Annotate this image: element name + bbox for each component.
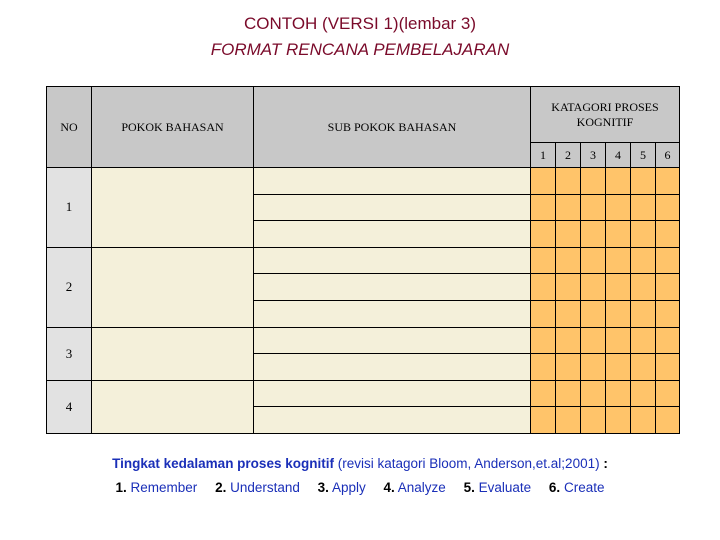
level-2-cell	[556, 327, 581, 354]
level-3-cell	[581, 300, 606, 327]
sub-pokok-bahasan-cell	[254, 327, 531, 354]
level-1-cell	[531, 407, 556, 434]
header-kategori: KATAGORI PROSES KOGNITIF	[531, 87, 680, 143]
page-title: CONTOH (VERSI 1)(lembar 3)	[243, 14, 477, 33]
sub-pokok-bahasan-cell	[254, 380, 531, 407]
level-1-cell	[531, 247, 556, 274]
level-4-cell	[606, 327, 631, 354]
pokok-bahasan-cell	[92, 168, 254, 248]
level-2-cell	[556, 354, 581, 381]
sub-pokok-bahasan-cell	[254, 274, 531, 301]
level-6-name: Create	[563, 480, 605, 495]
level-1-cell	[531, 168, 556, 195]
level-5-cell	[631, 327, 656, 354]
level-1-cell	[531, 380, 556, 407]
table-row	[47, 168, 680, 195]
level-1-cell	[531, 300, 556, 327]
level-5-cell	[631, 194, 656, 221]
row-number: 1	[47, 168, 92, 248]
sub-pokok-bahasan-cell	[254, 194, 531, 221]
level-6-cell	[656, 168, 680, 195]
level-1-name: Remember	[130, 480, 198, 495]
header-level-1: 1	[531, 143, 556, 168]
sub-pokok-bahasan-cell	[254, 247, 531, 274]
lesson-plan-table	[46, 86, 680, 434]
sub-pokok-bahasan-cell	[254, 407, 531, 434]
level-1-cell	[531, 354, 556, 381]
level-4-name: Analyze	[397, 480, 446, 495]
table-row	[47, 247, 680, 274]
sub-pokok-bahasan-cell	[254, 354, 531, 381]
level-3-cell	[581, 380, 606, 407]
level-5-cell	[631, 354, 656, 381]
row-number: 4	[47, 380, 92, 433]
level-4-num: 4.	[383, 480, 395, 495]
level-1-cell	[531, 221, 556, 248]
level-3-cell	[581, 327, 606, 354]
level-5-cell	[631, 407, 656, 434]
level-5-cell	[631, 247, 656, 274]
sub-pokok-bahasan-cell	[254, 168, 531, 195]
header-level-5: 5	[631, 143, 656, 168]
level-4-cell	[606, 274, 631, 301]
level-5-cell	[631, 221, 656, 248]
level-2-cell	[556, 221, 581, 248]
level-3-cell	[581, 221, 606, 248]
level-1-cell	[531, 274, 556, 301]
level-1-num: 1.	[115, 480, 127, 495]
level-3-cell	[581, 274, 606, 301]
level-2-name: Understand	[230, 480, 300, 495]
level-3-num: 3.	[317, 480, 329, 495]
level-4-cell	[606, 354, 631, 381]
level-4-cell	[606, 407, 631, 434]
level-2-cell	[556, 274, 581, 301]
pokok-bahasan-cell	[92, 380, 254, 433]
level-2-num: 2.	[215, 480, 227, 495]
pokok-bahasan-cell	[92, 247, 254, 327]
footer-legend-title	[0, 455, 720, 473]
level-4-cell	[606, 221, 631, 248]
page-subtitle: FORMAT RENCANA PEMBELAJARAN	[210, 40, 510, 59]
level-6-cell	[656, 380, 680, 407]
level-4-cell	[606, 247, 631, 274]
level-6-num: 6.	[548, 480, 561, 495]
level-1-cell	[531, 194, 556, 221]
level-3-name: Apply	[331, 480, 366, 495]
level-5-cell	[631, 168, 656, 195]
header-level-4: 4	[606, 143, 631, 168]
header-pokok-bahasan: POKOK BAHASAN	[92, 87, 254, 168]
level-1-cell	[531, 327, 556, 354]
row-number: 3	[47, 327, 92, 380]
level-4-cell	[606, 168, 631, 195]
level-3-cell	[581, 168, 606, 195]
level-3-cell	[581, 354, 606, 381]
footer-levels	[0, 479, 720, 497]
header-level-3: 3	[581, 143, 606, 168]
legend-note: (revisi katagori Bloom, Anderson,et.al;2001)	[333, 456, 604, 471]
level-6-cell	[656, 327, 680, 354]
header-level-6: 6	[656, 143, 680, 168]
level-5-num: 5.	[463, 480, 475, 495]
level-2-cell	[556, 194, 581, 221]
level-6-cell	[656, 247, 680, 274]
level-2-cell	[556, 300, 581, 327]
table-row	[47, 327, 680, 354]
level-3-cell	[581, 247, 606, 274]
level-4-cell	[606, 300, 631, 327]
sub-pokok-bahasan-cell	[254, 300, 531, 327]
header-level-2: 2	[556, 143, 581, 168]
level-6-cell	[656, 407, 680, 434]
legend-label: Tingkat kedalaman proses kognitif	[112, 456, 334, 471]
header-no: NO	[47, 87, 92, 168]
level-5-name: Evaluate	[478, 480, 532, 495]
level-3-cell	[581, 194, 606, 221]
table-row	[47, 380, 680, 407]
level-2-cell	[556, 380, 581, 407]
level-3-cell	[581, 407, 606, 434]
level-2-cell	[556, 168, 581, 195]
header-sub-pokok-bahasan: SUB POKOK BAHASAN	[254, 87, 531, 168]
pokok-bahasan-cell	[92, 327, 254, 380]
level-6-cell	[656, 221, 680, 248]
level-5-cell	[631, 380, 656, 407]
level-5-cell	[631, 300, 656, 327]
level-2-cell	[556, 247, 581, 274]
level-5-cell	[631, 274, 656, 301]
table-body	[47, 168, 680, 434]
level-6-cell	[656, 354, 680, 381]
level-2-cell	[556, 407, 581, 434]
level-4-cell	[606, 194, 631, 221]
level-6-cell	[656, 194, 680, 221]
row-number: 2	[47, 247, 92, 327]
level-4-cell	[606, 380, 631, 407]
sub-pokok-bahasan-cell	[254, 221, 531, 248]
level-6-cell	[656, 300, 680, 327]
legend-colon: :	[603, 456, 608, 471]
level-6-cell	[656, 274, 680, 301]
